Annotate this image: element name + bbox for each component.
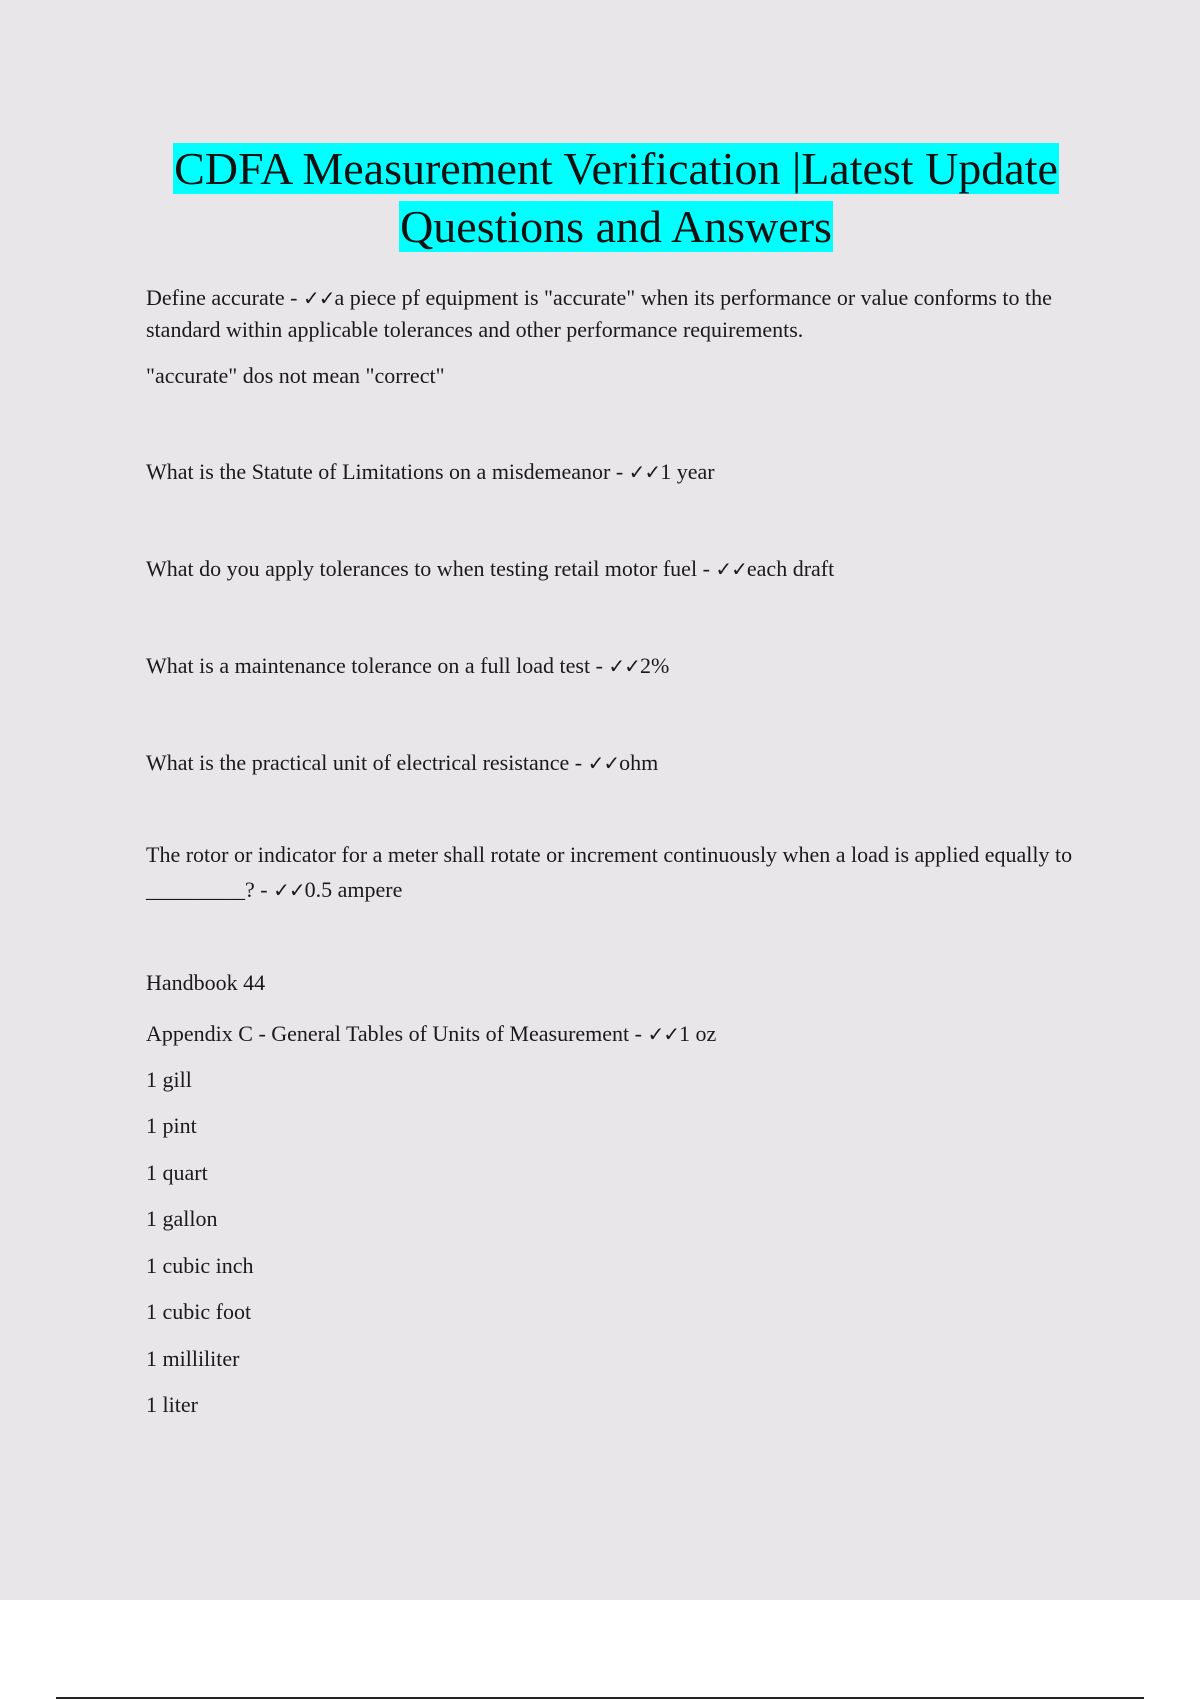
- question-text: What is the Statute of Limitations on a misdemeanor -: [146, 459, 629, 484]
- unit-item: 1 cubic foot: [146, 1299, 252, 1324]
- title-line-2: Questions and Answers: [400, 201, 832, 252]
- qa-appendix-c: [146, 1018, 1086, 1050]
- unit-item: 1 pint: [146, 1113, 197, 1138]
- answer-text: ohm: [619, 750, 659, 775]
- unit-item: 1 milliliter: [146, 1346, 240, 1371]
- answer-text: 1 oz: [679, 1021, 717, 1046]
- answer-text: each draft: [746, 556, 835, 581]
- note-accurate: "accurate" dos not mean "correct": [146, 363, 445, 388]
- qa-rotor-indicator: [146, 837, 1086, 908]
- question-text: Appendix C - General Tables of Units of Measurement -: [146, 1021, 648, 1046]
- question-text: What do you apply tolerances to when testing retail motor fuel -: [146, 556, 716, 581]
- question-text: What is the practical unit of electrical resistance -: [146, 750, 588, 775]
- check-icon: ✓✓: [273, 878, 305, 902]
- unit-item: 1 liter: [146, 1392, 198, 1417]
- check-icon: ✓✓: [647, 1022, 679, 1046]
- answer-text: 0.5 ampere: [304, 877, 403, 902]
- unit-item: 1 cubic inch: [146, 1253, 254, 1278]
- answer-text: 2%: [639, 653, 670, 678]
- answer-text: a piece pf equipment is "accurate" when its performance or value conforms to the standard within applicable tolerances and other performance requirements.: [146, 285, 1052, 342]
- check-icon: ✓✓: [587, 751, 620, 775]
- qa-tolerances-motor-fuel: [146, 553, 1086, 585]
- handbook-heading: Handbook 44: [146, 970, 266, 995]
- question-text: Define accurate -: [146, 285, 303, 310]
- qa-statute-of-limitations: [146, 456, 1086, 488]
- document-title: [146, 140, 1086, 256]
- question-text: The rotor or indicator for a meter shall rotate or increment continuously when a load is applied equally to _________? -: [146, 842, 1073, 902]
- unit-item: 1 gill: [146, 1067, 192, 1092]
- title-line-1: CDFA Measurement Verification |Latest Update: [174, 143, 1058, 194]
- answer-text: 1 year: [660, 459, 715, 484]
- check-icon: ✓✓: [715, 557, 747, 581]
- qa-maintenance-tolerance: [146, 650, 1086, 682]
- check-icon: ✓✓: [608, 654, 640, 678]
- page-footer-rule: [56, 1697, 1144, 1699]
- unit-item: 1 quart: [146, 1160, 208, 1185]
- unit-item: 1 gallon: [146, 1206, 218, 1231]
- document-content: [146, 140, 1086, 1417]
- check-icon: ✓✓: [628, 460, 661, 484]
- qa-electrical-resistance: [146, 747, 1086, 779]
- question-text: What is a maintenance tolerance on a full load test -: [146, 653, 609, 678]
- check-icon: ✓✓: [302, 286, 335, 310]
- qa-define-accurate: [146, 282, 1086, 345]
